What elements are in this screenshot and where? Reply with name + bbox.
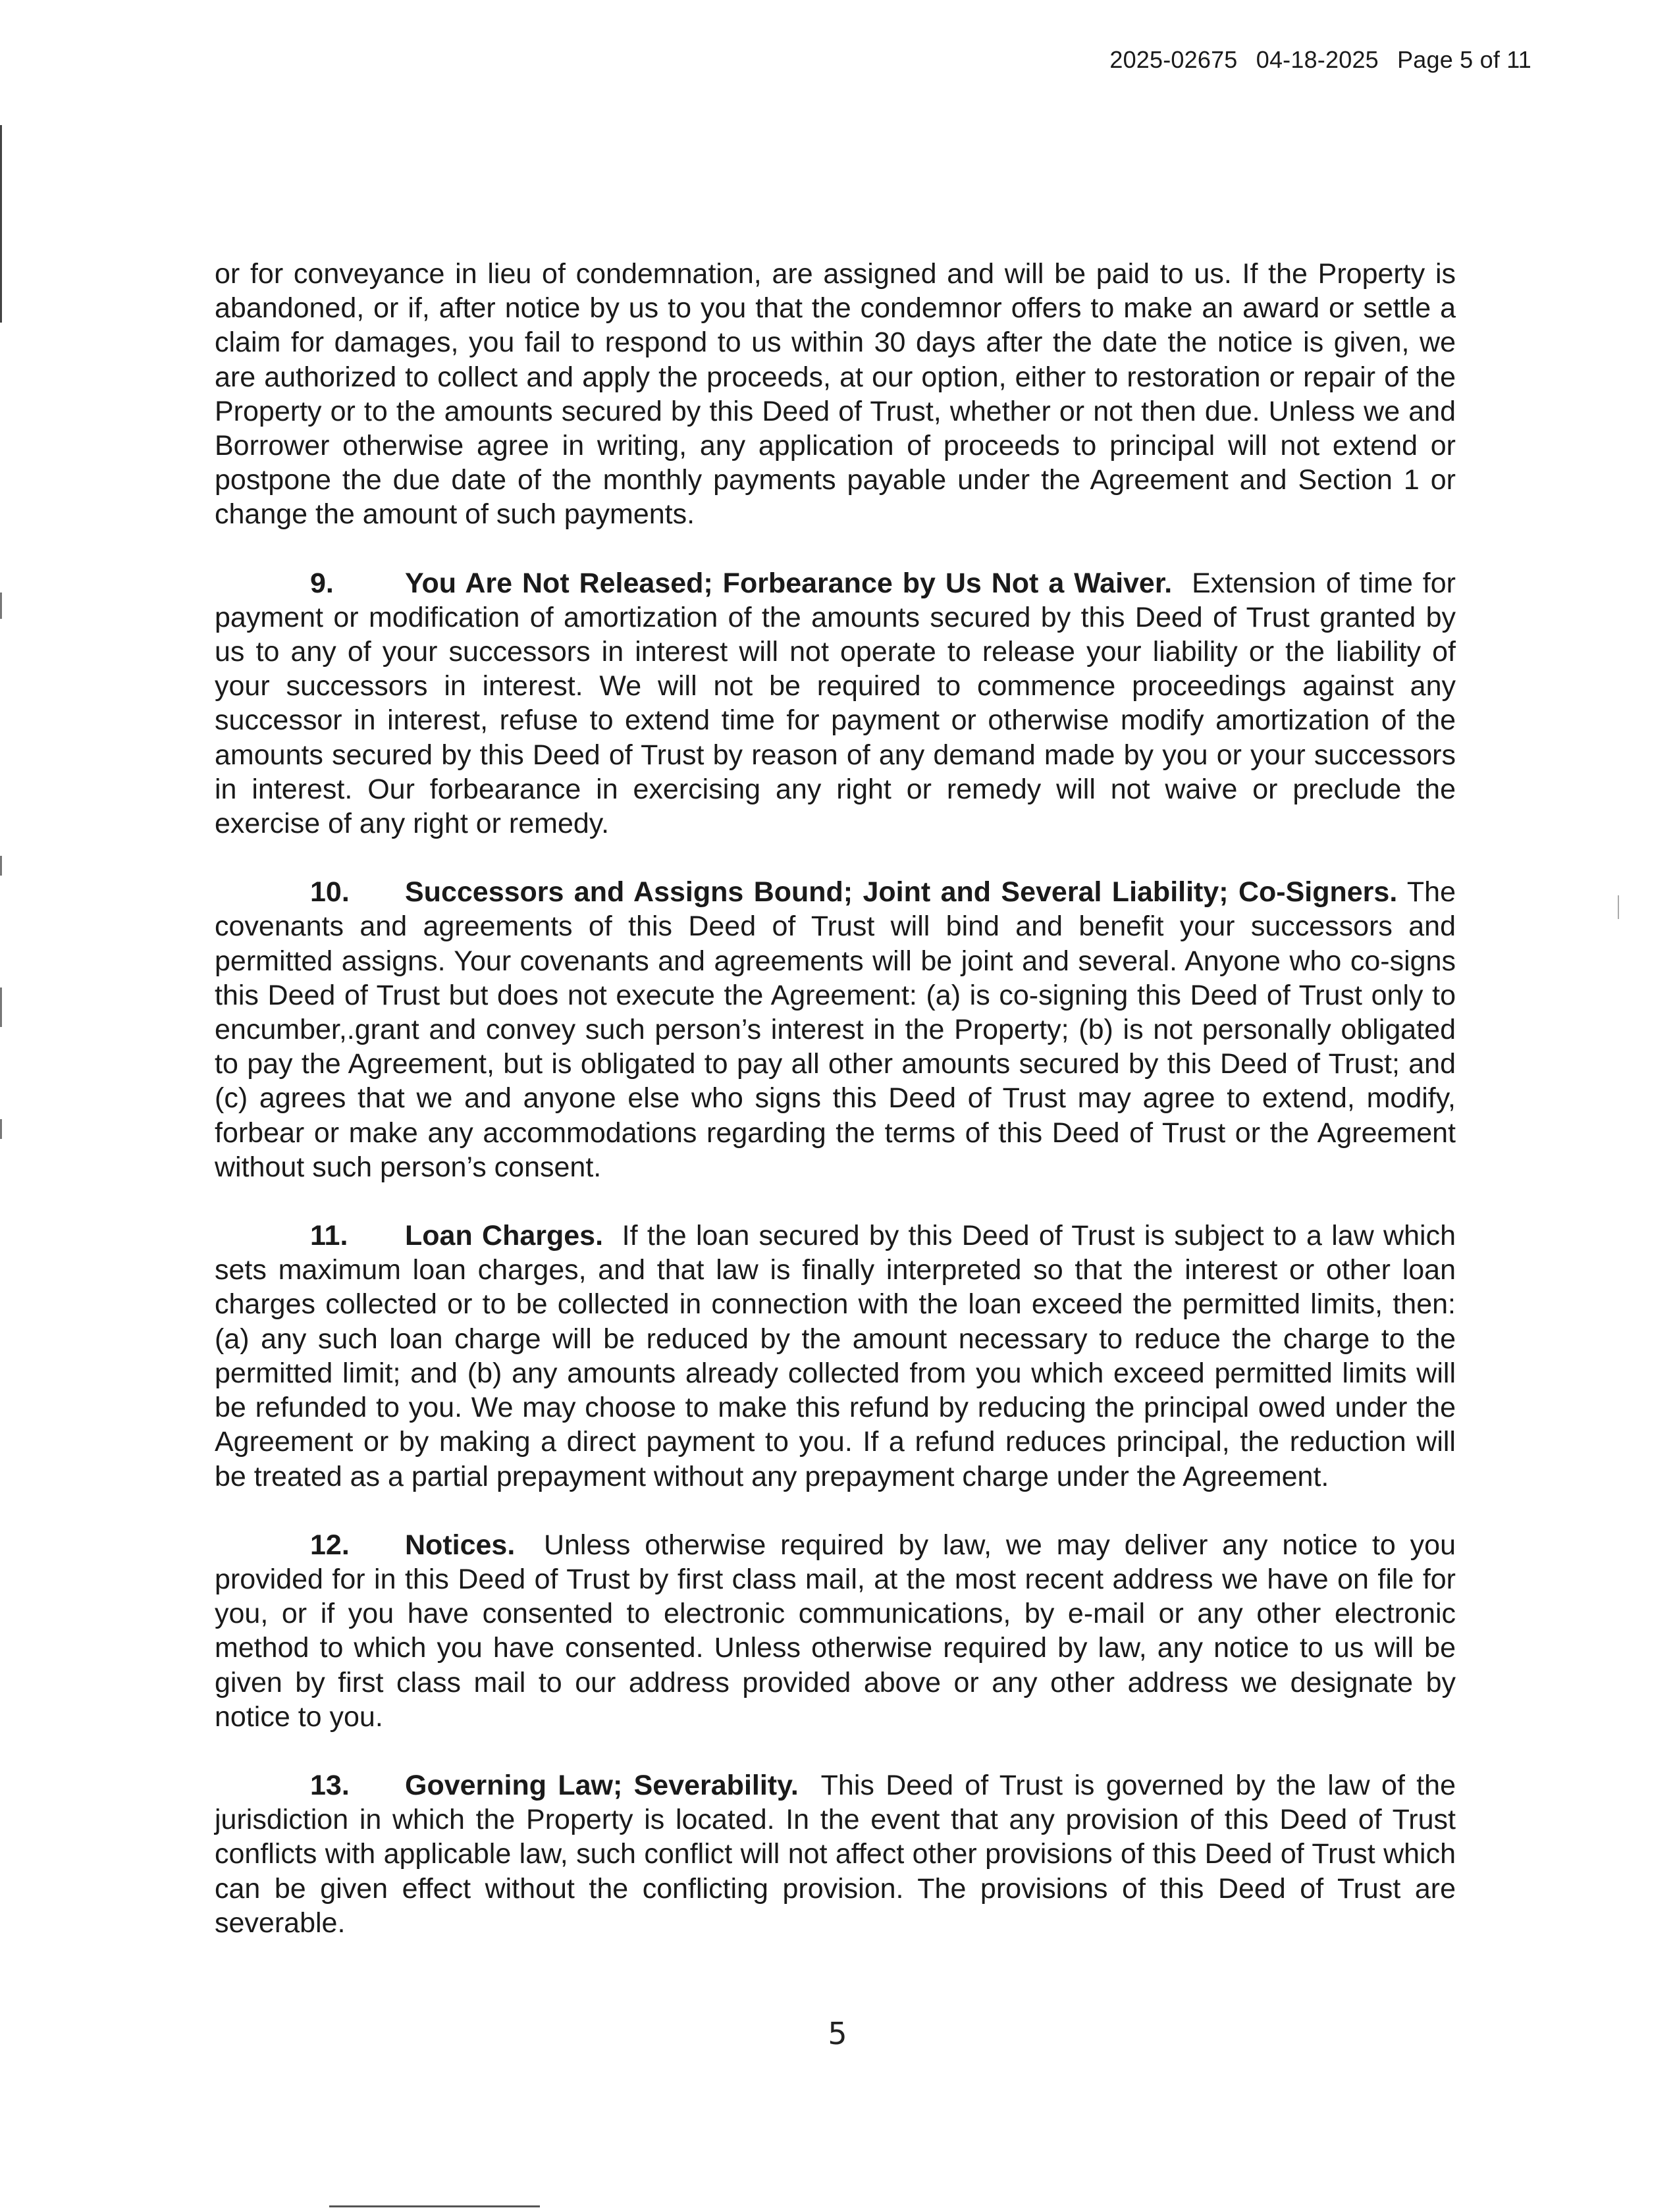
section-13 [215, 1768, 1456, 1940]
section-11 [215, 1219, 1456, 1494]
section-number: 13. [310, 1769, 350, 1801]
page-label: Page 5 of 11 [1397, 46, 1531, 73]
section-12 [215, 1528, 1456, 1734]
section-number: 11. [310, 1220, 348, 1252]
section-number: 12. [310, 1529, 350, 1561]
section-text: This Deed of Trust is governed by the law of the jurisdiction in which the Property is located. In the event that any provision of this Deed of Trust conflicts with applicable law, such conflict will not affect other provisions of this Deed of Trust which can be given effect without the conflicting provision. The provisions of this Deed of Trust are severable. [215, 1769, 1456, 1939]
document-body [215, 257, 1456, 1974]
section-text: Extension of time for payment or modification of amortization of the amounts secured by this Deed of Trust granted by us to any of your successors in interest will not operate to release your liability or the liability of your successors in interest. We will not be required to commence proceedings against any successor in interest, refuse to extend time for payment or otherwise modify amortization of the amounts secured by this Deed of Trust by reason of any demand made by you or your successors in interest. Our forbearance in exercising any right or remedy will not waive or preclude the exercise of any right or remedy. [215, 567, 1456, 840]
section-number: 10. [310, 876, 350, 908]
section-text: If the loan secured by this Deed of Trust is subject to a law which sets maximum loan charges, and that law is finally interpreted so that the interest or other loan charges collected or to be collected in connection with the loan exceed the permitted limits, then: (a) any such loan charge will be reduced by the amount necessary to reduce the charge to the permitted limit; and (b) any amounts already collected from you which exceed permitted limits will be refunded to you. We may choose to make this refund by reducing the principal owed under the Agreement or by making a direct payment to you. If a refund reduces principal, the reduction will be treated as a partial prepayment without any prepayment charge under the Agreement. [215, 1220, 1456, 1492]
section-text: Unless otherwise required by law, we may deliver any notice to you provided for in this Deed of Trust by first class mail, at the most recent address we have on file for you, or if you have consented to electronic communications, by e-mail or any other electronic method to which you have consented. Unless otherwise required by law, any notice to us will be given by first class mail to our address provided above or any other address we designate by notice to you. [215, 1529, 1456, 1733]
scan-edge-mark [0, 988, 2, 1027]
section-text: The covenants and agreements of this Deed of Trust will bind and benefit your successors and permitted assigns. Your covenants and agreements will be joint and several. Anyone who co-signs this Deed of Trust but does not execute the Agreement: (a) is co-signing this Deed of Trust only to encumber,.grant and convey such person’s interest in the Property; (b) is not personally obligated to pay the Agreement, but is obligated to pay all other amounts secured by this Deed of Trust; and (c) agrees that we and anyone else who signs this Deed of Trust may agree to extend, modify, forbear or make any accommodations regarding the terms of this Deed of Trust or the Agreement without such person’s consent. [215, 876, 1456, 1183]
section-number: 9. [310, 567, 334, 599]
scan-edge-mark [0, 592, 2, 619]
section-heading: Governing Law; Severability. [405, 1769, 799, 1801]
section-10 [215, 875, 1456, 1184]
scan-bottom-line [329, 2205, 540, 2207]
section-heading: Successors and Assigns Bound; Joint and Several Liability; Co-Signers. [405, 876, 1398, 908]
scan-edge-mark [1618, 895, 1619, 919]
recording-stamp [1109, 46, 1531, 74]
document-number: 2025-02675 [1109, 46, 1238, 73]
section-heading: Notices. [405, 1529, 516, 1561]
section-heading: You Are Not Released; Forbearance by Us Not a Waiver. [405, 567, 1173, 599]
page-number: 5 [828, 2016, 847, 2051]
continuation-paragraph: or for conveyance in lieu of condemnation, are assigned and will be paid to us. If the Property is abandoned, or if, after notice by us to you that the condemnor offers to make an award or settle a claim for damages, you fail to respond to us within 30 days after the date the notice is given, we are authorized to collect and apply the proceeds, at our option, either to restoration or repair of the Property or to the amounts secured by this Deed of Trust, whether or not then due. Unless we and Borrower otherwise agree in writing, any application of proceeds to principal will not extend or postpone the due date of the monthly payments payable under the Agreement and Section 1 or change the amount of such payments. [215, 258, 1456, 531]
recording-date: 04-18-2025 [1256, 46, 1379, 73]
scan-edge-mark [0, 1119, 2, 1139]
section-heading: Loan Charges. [405, 1220, 604, 1252]
scan-edge-mark [0, 125, 2, 323]
scan-edge-mark [0, 856, 2, 876]
section-9 [215, 566, 1456, 841]
